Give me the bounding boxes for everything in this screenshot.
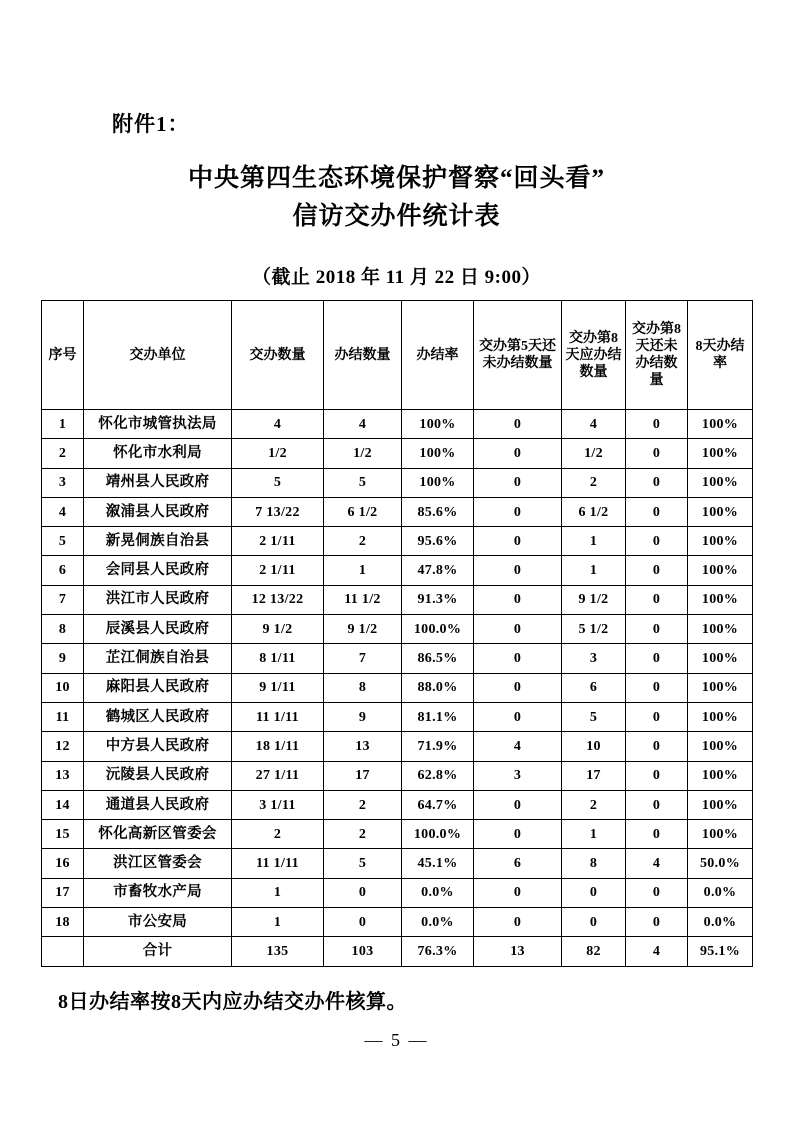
cell-day8-unfinished: 0 — [626, 439, 688, 468]
cell-day8-rate: 100% — [688, 527, 753, 556]
cell-unit: 怀化市城管执法局 — [84, 410, 232, 439]
cell-unit: 洪江市人民政府 — [84, 585, 232, 614]
column-header-index: 序号 — [42, 301, 84, 410]
cell-assigned-count: 2 1/11 — [232, 527, 324, 556]
cell-completion-rate: 64.7% — [402, 790, 474, 819]
cell-day8-due: 10 — [562, 732, 626, 761]
cell-index — [42, 937, 84, 966]
cell-completion-rate: 47.8% — [402, 556, 474, 585]
cell-assigned-count: 12 13/22 — [232, 585, 324, 614]
cell-assigned-count: 2 — [232, 820, 324, 849]
cell-day5-unfinished: 0 — [474, 790, 562, 819]
footnote: 8日办结率按8天内应办结交办件核算。 — [58, 991, 407, 1013]
cell-assigned-count: 11 1/11 — [232, 849, 324, 878]
column-header-assigned-count: 交办数量 — [232, 301, 324, 410]
cell-day5-unfinished: 6 — [474, 849, 562, 878]
cell-day5-unfinished: 0 — [474, 702, 562, 731]
table-row — [42, 497, 753, 526]
cell-unit: 鹤城区人民政府 — [84, 702, 232, 731]
cell-index: 5 — [42, 527, 84, 556]
document-subtitle: （截止 2018 年 11 月 22 日 9:00） — [251, 267, 542, 288]
cell-day5-unfinished: 0 — [474, 673, 562, 702]
cell-day8-unfinished: 0 — [626, 878, 688, 907]
cell-day5-unfinished: 0 — [474, 556, 562, 585]
cell-day8-unfinished: 0 — [626, 761, 688, 790]
cell-completion-rate: 100% — [402, 410, 474, 439]
cell-assigned-count: 9 1/2 — [232, 615, 324, 644]
cell-index: 18 — [42, 908, 84, 937]
cell-unit: 市公安局 — [84, 908, 232, 937]
cell-day8-due: 2 — [562, 790, 626, 819]
title-line-1: 中央第四生态环境保护督察“回头看” — [187, 165, 605, 192]
cell-day8-due: 1 — [562, 556, 626, 585]
cell-unit: 沅陵县人民政府 — [84, 761, 232, 790]
cell-completion-rate: 0.0% — [402, 878, 474, 907]
cell-assigned-count: 4 — [232, 410, 324, 439]
table-row — [42, 908, 753, 937]
cell-day8-due: 0 — [562, 908, 626, 937]
cell-unit: 洪江区管委会 — [84, 849, 232, 878]
cell-index: 15 — [42, 820, 84, 849]
cell-completion-rate: 100.0% — [402, 615, 474, 644]
cell-completed-count: 5 — [324, 468, 402, 497]
cell-day8-rate: 100% — [688, 497, 753, 526]
cell-day5-unfinished: 0 — [474, 908, 562, 937]
cell-completed-count: 5 — [324, 849, 402, 878]
cell-day5-unfinished: 0 — [474, 527, 562, 556]
cell-completed-count: 1/2 — [324, 439, 402, 468]
cell-day8-due: 8 — [562, 849, 626, 878]
cell-day8-due: 1 — [562, 820, 626, 849]
cell-day8-rate: 100% — [688, 790, 753, 819]
cell-day8-rate: 50.0% — [688, 849, 753, 878]
table-row — [42, 761, 753, 790]
table-row — [42, 702, 753, 731]
cell-day8-rate: 100% — [688, 820, 753, 849]
cell-day5-unfinished: 0 — [474, 615, 562, 644]
cell-completed-count: 0 — [324, 878, 402, 907]
cell-day8-unfinished: 0 — [626, 790, 688, 819]
cell-day8-unfinished: 0 — [626, 908, 688, 937]
cell-index: 14 — [42, 790, 84, 819]
cell-completion-rate: 45.1% — [402, 849, 474, 878]
table-row — [42, 439, 753, 468]
cell-index: 10 — [42, 673, 84, 702]
cell-index: 13 — [42, 761, 84, 790]
cell-completion-rate: 100% — [402, 468, 474, 497]
cell-completed-count: 1 — [324, 556, 402, 585]
cell-index: 17 — [42, 878, 84, 907]
cell-day8-rate: 100% — [688, 732, 753, 761]
cell-day8-rate: 100% — [688, 410, 753, 439]
column-header-day5-unfinished: 交办第5天还未办结数量 — [474, 301, 562, 410]
cell-assigned-count: 8 1/11 — [232, 644, 324, 673]
table-row — [42, 820, 753, 849]
cell-day8-rate: 100% — [688, 673, 753, 702]
cell-completed-count: 13 — [324, 732, 402, 761]
cell-index: 3 — [42, 468, 84, 497]
table-row — [42, 615, 753, 644]
page-number: — 5 — — [364, 1030, 429, 1050]
cell-completion-rate: 71.9% — [402, 732, 474, 761]
cell-day8-unfinished: 0 — [626, 585, 688, 614]
cell-completion-rate: 86.5% — [402, 644, 474, 673]
cell-unit: 怀化高新区管委会 — [84, 820, 232, 849]
cell-day8-due: 1/2 — [562, 439, 626, 468]
cell-day8-rate: 0.0% — [688, 878, 753, 907]
table-header — [42, 301, 753, 410]
cell-day5-unfinished: 0 — [474, 410, 562, 439]
cell-completion-rate: 62.8% — [402, 761, 474, 790]
cell-unit: 通道县人民政府 — [84, 790, 232, 819]
cell-day8-due: 6 — [562, 673, 626, 702]
cell-day8-due: 0 — [562, 878, 626, 907]
table-row — [42, 732, 753, 761]
table-total-row — [42, 937, 753, 966]
column-header-unit: 交办单位 — [84, 301, 232, 410]
cell-day8-unfinished: 0 — [626, 702, 688, 731]
cell-day8-due: 2 — [562, 468, 626, 497]
cell-unit: 中方县人民政府 — [84, 732, 232, 761]
cell-day8-rate: 100% — [688, 468, 753, 497]
cell-completion-rate: 100% — [402, 439, 474, 468]
table-row — [42, 585, 753, 614]
cell-unit: 靖州县人民政府 — [84, 468, 232, 497]
cell-day8-due: 9 1/2 — [562, 585, 626, 614]
cell-day8-unfinished: 0 — [626, 497, 688, 526]
cell-unit: 麻阳县人民政府 — [84, 673, 232, 702]
cell-day8-unfinished: 4 — [626, 937, 688, 966]
cell-day8-due: 1 — [562, 527, 626, 556]
cell-unit: 合计 — [84, 937, 232, 966]
cell-index: 11 — [42, 702, 84, 731]
cell-index: 16 — [42, 849, 84, 878]
cell-day8-rate: 100% — [688, 585, 753, 614]
column-header-completed-count: 办结数量 — [324, 301, 402, 410]
cell-day8-rate: 100% — [688, 439, 753, 468]
cell-day8-rate: 0.0% — [688, 908, 753, 937]
cell-completion-rate: 81.1% — [402, 702, 474, 731]
cell-assigned-count: 5 — [232, 468, 324, 497]
cell-completed-count: 4 — [324, 410, 402, 439]
cell-day5-unfinished: 0 — [474, 644, 562, 673]
cell-assigned-count: 27 1/11 — [232, 761, 324, 790]
cell-completed-count: 2 — [324, 820, 402, 849]
cell-completed-count: 2 — [324, 527, 402, 556]
cell-index: 9 — [42, 644, 84, 673]
cell-index: 7 — [42, 585, 84, 614]
cell-day8-rate: 100% — [688, 644, 753, 673]
cell-unit: 辰溪县人民政府 — [84, 615, 232, 644]
statistics-table — [41, 300, 753, 967]
cell-index: 12 — [42, 732, 84, 761]
table-header-row — [42, 301, 753, 410]
cell-day8-due: 17 — [562, 761, 626, 790]
cell-completion-rate: 100.0% — [402, 820, 474, 849]
cell-completed-count: 103 — [324, 937, 402, 966]
cell-completion-rate: 88.0% — [402, 673, 474, 702]
cell-index: 1 — [42, 410, 84, 439]
cell-assigned-count: 2 1/11 — [232, 556, 324, 585]
cell-day8-rate: 95.1% — [688, 937, 753, 966]
cell-assigned-count: 7 13/22 — [232, 497, 324, 526]
cell-day8-rate: 100% — [688, 761, 753, 790]
cell-day8-unfinished: 0 — [626, 732, 688, 761]
table-row — [42, 468, 753, 497]
cell-assigned-count: 1 — [232, 878, 324, 907]
cell-day5-unfinished: 0 — [474, 497, 562, 526]
cell-assigned-count: 135 — [232, 937, 324, 966]
cell-assigned-count: 1/2 — [232, 439, 324, 468]
cell-day8-unfinished: 0 — [626, 410, 688, 439]
cell-unit: 会同县人民政府 — [84, 556, 232, 585]
cell-day8-rate: 100% — [688, 556, 753, 585]
cell-unit: 新晃侗族自治县 — [84, 527, 232, 556]
cell-completed-count: 2 — [324, 790, 402, 819]
cell-index: 4 — [42, 497, 84, 526]
cell-assigned-count: 3 1/11 — [232, 790, 324, 819]
table-row — [42, 790, 753, 819]
cell-day8-unfinished: 0 — [626, 644, 688, 673]
cell-day5-unfinished: 0 — [474, 439, 562, 468]
attachment-label: 附件1： — [112, 112, 190, 136]
cell-day5-unfinished: 13 — [474, 937, 562, 966]
table-row — [42, 673, 753, 702]
cell-day8-unfinished: 0 — [626, 527, 688, 556]
cell-completion-rate: 91.3% — [402, 585, 474, 614]
cell-completed-count: 8 — [324, 673, 402, 702]
cell-day8-due: 3 — [562, 644, 626, 673]
table-row — [42, 556, 753, 585]
cell-day8-unfinished: 0 — [626, 468, 688, 497]
cell-day8-due: 5 1/2 — [562, 615, 626, 644]
cell-day8-unfinished: 0 — [626, 820, 688, 849]
cell-unit: 市畜牧水产局 — [84, 878, 232, 907]
cell-day5-unfinished: 0 — [474, 468, 562, 497]
cell-day5-unfinished: 0 — [474, 878, 562, 907]
table-row — [42, 878, 753, 907]
cell-unit: 溆浦县人民政府 — [84, 497, 232, 526]
cell-day8-unfinished: 4 — [626, 849, 688, 878]
cell-completed-count: 11 1/2 — [324, 585, 402, 614]
cell-completed-count: 7 — [324, 644, 402, 673]
cell-day8-unfinished: 0 — [626, 673, 688, 702]
cell-completion-rate: 85.6% — [402, 497, 474, 526]
cell-day8-due: 6 1/2 — [562, 497, 626, 526]
cell-completed-count: 9 1/2 — [324, 615, 402, 644]
cell-day8-unfinished: 0 — [626, 615, 688, 644]
cell-day5-unfinished: 0 — [474, 585, 562, 614]
cell-completion-rate: 76.3% — [402, 937, 474, 966]
cell-completed-count: 9 — [324, 702, 402, 731]
cell-completed-count: 0 — [324, 908, 402, 937]
table-body — [42, 410, 753, 967]
table-row — [42, 849, 753, 878]
column-header-day8-rate: 8天办结率 — [688, 301, 753, 410]
cell-day5-unfinished: 0 — [474, 820, 562, 849]
cell-day8-rate: 100% — [688, 615, 753, 644]
cell-day8-unfinished: 0 — [626, 556, 688, 585]
cell-day5-unfinished: 4 — [474, 732, 562, 761]
column-header-completion-rate: 办结率 — [402, 301, 474, 410]
cell-assigned-count: 18 1/11 — [232, 732, 324, 761]
cell-completed-count: 6 1/2 — [324, 497, 402, 526]
cell-day8-due: 5 — [562, 702, 626, 731]
cell-assigned-count: 9 1/11 — [232, 673, 324, 702]
column-header-day8-unfinished: 交办第8天还未办结数量 — [626, 301, 688, 410]
cell-index: 6 — [42, 556, 84, 585]
cell-completed-count: 17 — [324, 761, 402, 790]
cell-index: 2 — [42, 439, 84, 468]
table-row — [42, 527, 753, 556]
page-title — [0, 160, 793, 236]
table-row — [42, 644, 753, 673]
cell-completion-rate: 95.6% — [402, 527, 474, 556]
table-row — [42, 410, 753, 439]
title-line-2: 信访交办件统计表 — [292, 203, 501, 230]
cell-index: 8 — [42, 615, 84, 644]
cell-day8-due: 82 — [562, 937, 626, 966]
cell-day5-unfinished: 3 — [474, 761, 562, 790]
cell-day8-due: 4 — [562, 410, 626, 439]
cell-completion-rate: 0.0% — [402, 908, 474, 937]
cell-unit: 芷江侗族自治县 — [84, 644, 232, 673]
cell-assigned-count: 1 — [232, 908, 324, 937]
cell-day8-rate: 100% — [688, 702, 753, 731]
cell-assigned-count: 11 1/11 — [232, 702, 324, 731]
cell-unit: 怀化市水利局 — [84, 439, 232, 468]
column-header-day8-due: 交办第8天应办结数量 — [562, 301, 626, 410]
